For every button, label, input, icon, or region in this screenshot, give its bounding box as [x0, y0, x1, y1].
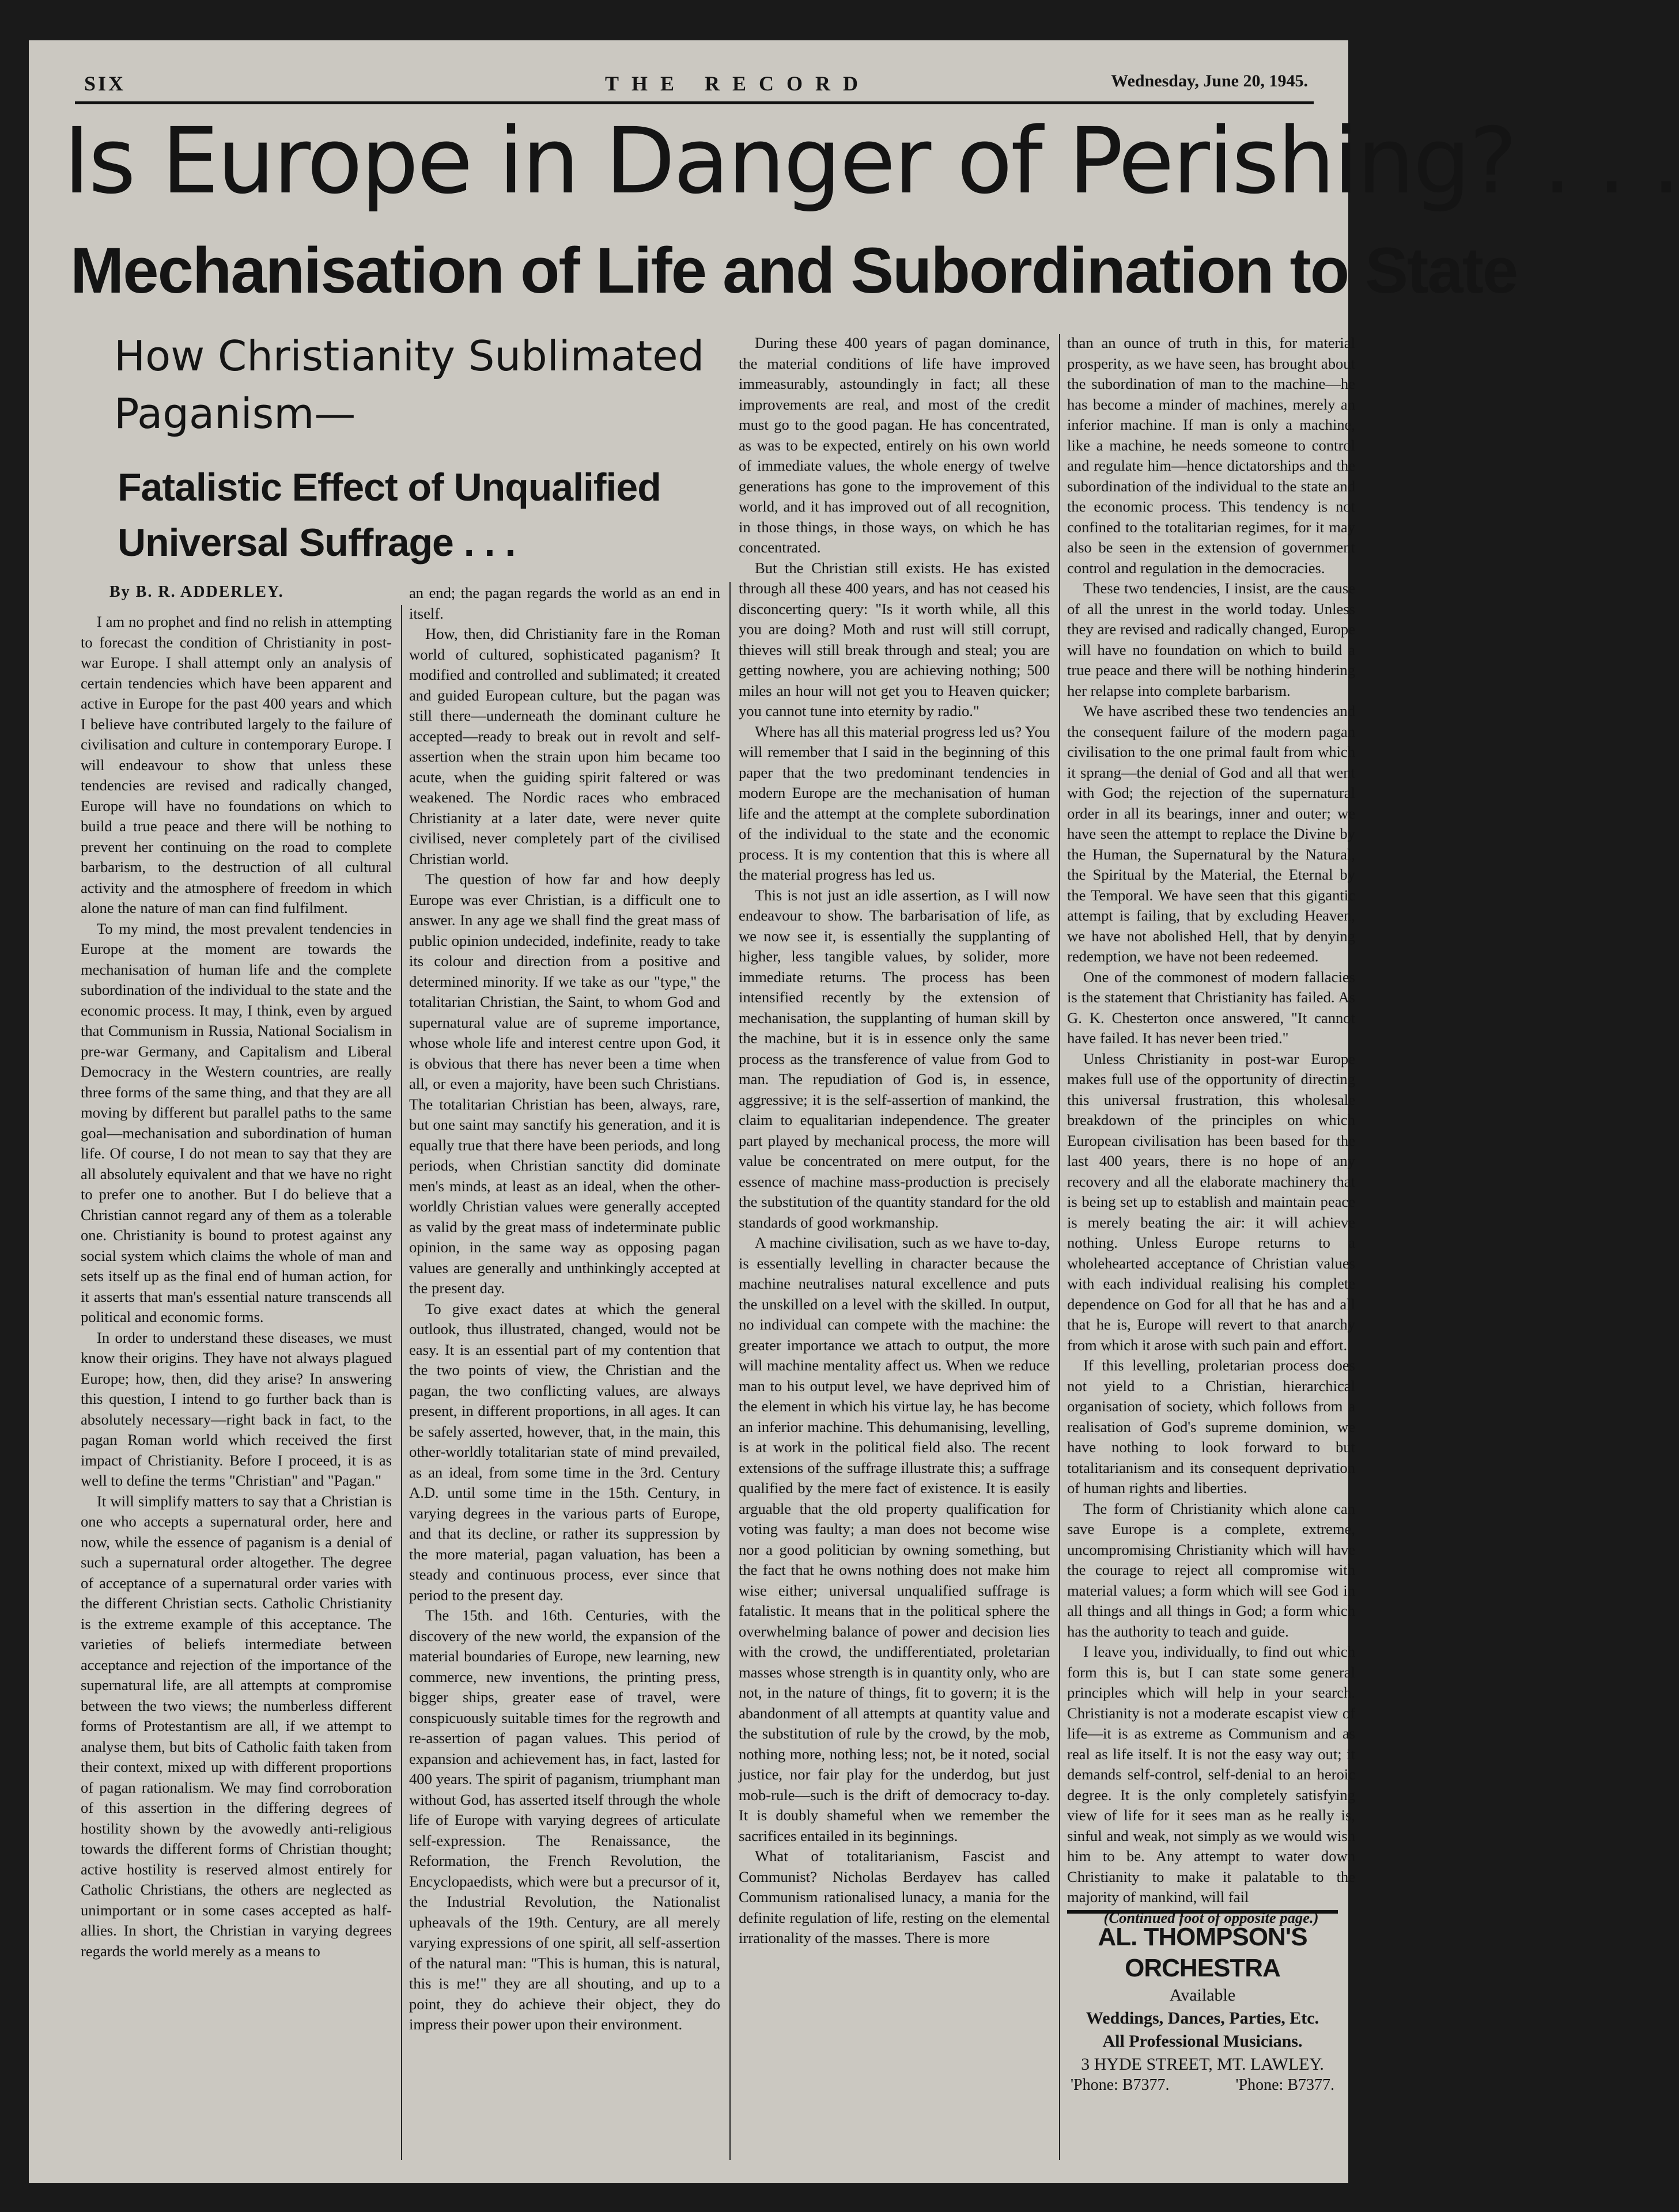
- paragraph: Unless Christianity in post-war Europe makes full use of the opportunity of directing this universal frustration, this wholesale breakdown of the principles on which European civilisation has been based for the last 400 years, there is no hope of any recovery and all the elaborate machinery that is being set up to establish and maintain peace is merely beating the air: it will achieve nothing. Unless Europe returns to a wholehearted acceptance of Christian values with each individual realising his complete dependence on God for all that he has and all that he is, Europe will revert to that anarchy from which it arose with such pain and effort.: [1067, 1050, 1355, 1354]
- deck-suffrage: Fatalistic Effect of Unqualified Universal Suffrage . . .: [118, 465, 661, 565]
- ad-availability: Available: [1169, 1986, 1236, 2005]
- ad-musicians: All Professional Musicians.: [1102, 2032, 1303, 2051]
- paragraph: We have ascribed these two tendencies and the consequent failure of the modern pagan civilisation to the one primal fault from which it sprang—the denial of God and all that went with God; the rejection of the supernatural order in all its bearings, inner and outer; we have seen the attempt to replace the Divine by the Human, the Supernatural by the Natural, the Spiritual by the Material, the Eternal by the Temporal. We have seen that this gigantic attempt is failing, that by excluding Heaven, we have not abolished Hell, that by denying redemption, we have not been redeemed.: [1067, 702, 1355, 965]
- paragraph: In order to understand these diseases, we must know their origins. They have not always plagued Europe; how, then, did they arise? In answering this question, I intend to go further back than is absolutely necessary—right back in fact, to the pagan Roman world which received the first impact of Christianity. Before I proceed, it is as well to define the terms "Christian" and "Pagan.": [81, 1328, 392, 1489]
- paragraph: If this levelling, proletarian process does not yield to a Christian, hierarchical organisation of society, which follows from a realisation of God's supreme dominion, we have nothing to look forward to but totalitarianism and its consequent deprivation of human rights and liberties.: [1067, 1357, 1355, 1497]
- paragraph: How, then, did Christianity fare in the Roman world of cultured, sophisticated paganism? It modified and controlled and sublimated; it created and guided European culture, but the pagan was still there—underneath the dominant culture he accepted—ready to break out in revolt and self-assertion when the strain upon him became too acute, when the guiding spirit faltered or was weakened. The Nordic races who embraced Christianity at a later date, were never quite civilised, never completely part of the civilised Christian world.: [409, 625, 720, 868]
- headline: Is Europe in Danger of Perishing? . . .: [63, 108, 1679, 214]
- ad-phone-left: 'Phone: B7377.: [1071, 2076, 1170, 2094]
- running-head: [29, 71, 1348, 99]
- newspaper-page: [29, 40, 1679, 2183]
- paragraph: The form of Christianity which alone can save Europe is a complete, extreme, uncompromising Christianity which will have the courage to reject all compromise with material values; a form which will see God in all things and all things in God; a form which has the authority to teach and guide.: [1067, 1499, 1355, 1640]
- paragraph: These two tendencies, I insist, are the cause of all the unrest in the world today. Unless they are revised and radically changed, Europe will have no foundation on which to build a true peace and there will be nothing hindering her relapse into complete barbarism.: [1067, 579, 1355, 699]
- byline: By B. R. ADDERLEY.: [109, 583, 284, 601]
- paragraph: The question of how far and how deeply Europe was ever Christian, is a difficult one to answer. In any age we shall find the great mass of public opinion undecided, indefinite, ready to take its colour and direction from a positive and determined minority. If we take as our "type," the totalitarian Christian, the Saint, to whom God and supernatural value are of supreme importance, whose whole life and interest centre upon God, it is obvious that there has never been a time when all, or even a majority, have been such Christians. The totalitarian Christian has been, always, rare, but one saint may sanctify his generation, and it is equally true that there have been periods, and long periods, when Christian sanctity did dominate men's minds, at least as an ideal, when the other-worldly Christian values were generally accepted as valid by the great mass of indeterminate public opinion, in the same way as opposing pagan values are generally and unthinkingly accepted at the present day.: [409, 870, 720, 1297]
- paragraph: But the Christian still exists. He has existed through all these 400 years, and has not ceased his disconcerting query: "Is it worth while, all this you are doing? Moth and rust will still corrupt, thieves will still break through and steal; you are getting nowhere, you are achieving nothing; 500 miles an hour will not get you to Heaven quicker; you cannot tune into eternity by radio.": [739, 559, 1050, 719]
- ad-phone-right: 'Phone: B7377.: [1235, 2076, 1334, 2094]
- ad-phones: [1067, 2076, 1338, 2099]
- ad-occasions: Weddings, Dances, Parties, Etc.: [1086, 2009, 1319, 2028]
- article-column-1: [81, 612, 392, 2159]
- paragraph: To give exact dates at which the general outlook, thus illustrated, changed, would not be easy. It is an essential part of my contention that the two points of view, the Christian and the pagan, the two conflicting values, are always present, in different proportions, in all ages. It can be safely asserted, however, that, in the main, this other-worldly totalitarian state of mind prevailed, as an ideal, from some time in the 3rd. Century A.D. until some time in the 15th. Century, in varying degrees in the various parts of Europe, and that its decline, or rather its suppression by the more material, pagan valuation, has been a steady and continuous process, ever since that period to the present day.: [409, 1300, 720, 1604]
- ad-orchestra-name: AL. THOMPSON'S ORCHESTRA: [1098, 1923, 1307, 1982]
- article-column-4: [1067, 333, 1355, 1926]
- newspaper-name: THE RECORD: [605, 72, 871, 95]
- ad-address: 3 HYDE STREET, MT. LAWLEY.: [1081, 2055, 1324, 2074]
- paragraph: To my mind, the most prevalent tendencies in Europe at the moment are towards the mechanisation of human life and the complete subordination of the individual to the state and the economic process. It may, I think, even by argued that Communism in Russia, National Socialism in pre-war Germany, and Capitalism and Liberal Democracy in the Western countries, are really three forms of the same thing, and that they are all moving by different but parallel paths to the same goal—mechanisation and subordination of human life. Of course, I do not mean to say that they are all absolutely equivalent and that we have no right to prefer one to another. But I do believe that a Christian cannot regard any of them as a tolerable one. Christianity is bound to protest against any social system which claims the whole of man and sets itself up as the final end of human action, for it asserts that man's essential nature transcends all political and economic forms.: [81, 919, 392, 1325]
- article-column-3: [739, 333, 1050, 2159]
- paragraph: It will simplify matters to say that a Christian is one who accepts a supernatural order, here and now, while the essence of paganism is a denial of such a supernatural order altogether. The degree of acceptance of a supernatural order varies with the different Christian sects. Catholic Christianity is the extreme example of this acceptance. The varieties of beliefs intermediate between acceptance and rejection of the importance of the supernatural life, are all attempts at compromise between the two views; the numberless different forms of Protestantism are all, if we attempt to analyse them, but bits of Catholic faith taken from their context, mixed up with different proportions of pagan rationalism. We may find corroboration of this assertion in the differing degrees of hostility shown by the avowedly anti-religious towards the different forms of Christian thought; active hostility is reserved almost entirely for Catholic Christians, the others are neglected as unimportant or in some cases accepted as half-allies. In short, the Christian in varying degrees regards the world merely as a means to: [81, 1492, 392, 1960]
- paragraph: an end; the pagan regards the world as an end in itself.: [409, 584, 720, 622]
- column-rule: [401, 605, 402, 2160]
- subheadline: Mechanisation of Life and Subordination to State: [70, 234, 1518, 306]
- column-rule: [729, 582, 731, 2160]
- orchestra-advertisement: [1067, 1910, 1338, 2161]
- paragraph: One of the commonest of modern fallacies is the statement that Christianity has failed. As G. K. Chesterton once answered, "It cannot have failed. It has never been tried.": [1067, 968, 1355, 1047]
- continued-note: (Continued foot of opposite page.): [1103, 1908, 1319, 1926]
- paragraph: Where has all this material progress led us? You will remember that I said in the beginning of this paper that the two predominant tendencies in modern Europe are the mechanisation of human life and the attempt at the complete subordination of the individual to the state and the economic process. It is my contention that this is where all the material progress has led us.: [739, 722, 1050, 883]
- paragraph: I leave you, individually, to find out which form this is, but I can state some general principles which will help in your search. Christianity is not a moderate escapist view of life—it is as extreme as Communism and as real as life itself. It is not the easy way out; it demands self-control, self-denial to an heroic degree. It is the only completely satisfying view of life for it sees man as he really is, sinful and weak, not simply as we would wish him to be. Any attempt to water down Christianity to make it palatable to the majority of mankind, will fail: [1067, 1643, 1355, 1906]
- article-column-2: [409, 583, 720, 2159]
- paragraph: than an ounce of truth in this, for material prosperity, as we have seen, has brought about the subordination of man to the machine—he has become a minder of machines, merely an inferior machine. If man is only a machine, like a machine, he needs someone to control and regulate him—hence dictatorships and the subordination of the individual to the state and the economic process. This tendency is not confined to the totalitarian regimes, for it may also be seen in the extension of government control and regulation in the democracies.: [1067, 334, 1355, 577]
- paragraph: The 15th. and 16th. Centuries, with the discovery of the new world, the expansion of the material boundaries of Europe, new learning, new commerce, new inventions, the printing press, bigger ships, greater ease of travel, were conspicuously suitable times for the regrowth and re-assertion of pagan values. This period of expansion and achievement has, in fact, lasted for 400 years. The spirit of paganism, triumphant man without God, has asserted itself through the whole life of Europe with varying degrees of articulate self-expression. The Renaissance, the Reformation, the French Revolution, the Encyclopaedists, which were but a precursor of it, the Industrial Revolution, the Nationalist upheavals of the 19th. Century, are all merely varying expressions of one spirit, all self-assertion of the natural man: "This is human, this is natural, this is me!" they are all shouting, and up to a point, they do achieve their object, they do impress their power upon their environment.: [409, 1607, 720, 2033]
- column-rule: [1059, 334, 1060, 2160]
- paragraph: I am no prophet and find no relish in attempting to forecast the condition of Christianity in post-war Europe. I shall attempt only an analysis of certain tendencies which have been apparent and active in Europe for the past 400 years and which I believe have contributed largely to the failure of civilisation and culture in contemporary Europe. I will endeavour to show that unless these tendencies are revised and radically changed, Europe will have no foundations on which to build a true peace and there will be nothing to prevent her continuing on the road to complete barbarism, to the destruction of all cultural activity and the atmosphere of freedom in which alone the nature of man can find fulfilment.: [81, 613, 392, 916]
- page-number: SIX: [84, 72, 126, 95]
- paragraph: A machine civilisation, such as we have to-day, is essentially levelling in character because the machine neutralises natural excellence and puts the unskilled on a level with the skilled. In output, no individual can compete with the machine: the greater importance we attach to output, the more will machine mentality affect us. When we reduce man to his output level, we have deprived him of the element in which his virtue lay, he has become an inferior machine. This dehumanising, levelling, is at work in the political field also. The recent extensions of the suffrage illustrate this; a suffrage qualified by the mere fact of existence. It is easily arguable that the old property qualification for voting was faulty; a man does not become wise nor a good politician by owning something, but the fact that he owns nothing does not make him wise either; universal unqualified suffrage is fatalistic. It means that in the political sphere the overwhelming balance of power and decision lies with the crowd, the undifferentiated, proletarian masses whose strength is in quantity only, who are not, in the nature of things, fit to govern; it is the abandonment of all attempts at quantity value and the substitution of rule by the crowd, by the mob, nothing more, nothing less; not, be it noted, social justice, nor fair play for the underdog, but just mob-rule—such is the drift of democracy to-day. It is doubly shameful when we remember the sacrifices entailed in its beginnings.: [739, 1234, 1050, 1844]
- deck-christianity: How Christianity Sublimated Paganism—: [114, 332, 705, 438]
- paragraph: What of totalitarianism, Fascist and Communist? Nicholas Berdayev has called Communism rationalised lunacy, a mania for the definite regulation of life, resting on the elemental irrationality of the masses. There is more: [739, 1847, 1050, 1946]
- issue-date: Wednesday, June 20, 1945.: [1111, 71, 1308, 90]
- paragraph: This is not just an idle assertion, as I will now endeavour to show. The barbarisation of life, as we now see it, is essentially the supplanting of higher, less tangible values, by solider, more immediate returns. The process has been intensified recently by the extension of mechanisation, the supplanting of human skill by the machine, but it is in essence only the same process as the transference of value from God to man. The repudiation of God is, in essence, aggressive; it is the self-assertion of mankind, the claim to equalitarian independence. The greater part played by mechanical process, the more will value be concentrated on mere output, for the essence of machine mass-production is precisely the substitution of the quantity standard for the old standards of good workmanship.: [739, 886, 1050, 1231]
- paragraph: During these 400 years of pagan dominance, the material conditions of life have improved immeasurably, astoundingly in fact; all these improvements are real, and most of the credit must go to the good pagan. He has concentrated, as was to be expected, entirely on his own world of immediate values, the whole energy of twelve generations has gone to the improvement of this world, and it has improved out of all recognition, in those things, in those ways, on which he has concentrated.: [739, 334, 1050, 556]
